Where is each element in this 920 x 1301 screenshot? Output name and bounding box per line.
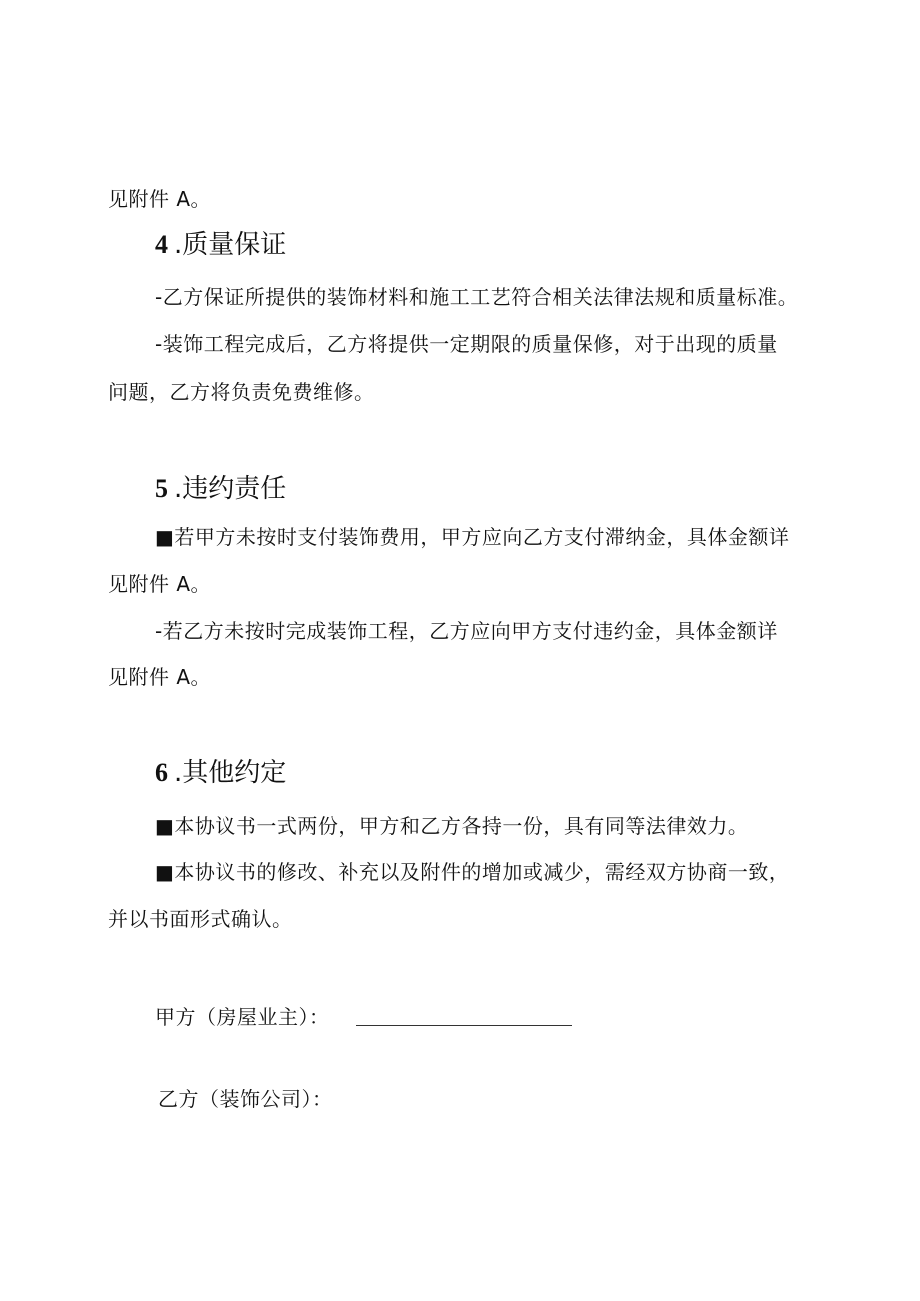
section-6-line-1: ■本协议书一式两份，甲方和乙方各持一份，具有同等法律效力。 bbox=[155, 814, 749, 838]
section-5-line-2: 见附件 A。 bbox=[108, 572, 212, 596]
section-5-line-1: ■若甲方未按时支付装饰费用，甲方应向乙方支付滞纳金，具体金额详 bbox=[155, 525, 790, 549]
section-4-line-1: -乙方保证所提供的装饰材料和施工工艺符合相关法律法规和质量标准。 bbox=[155, 285, 799, 309]
section-number: 4 bbox=[155, 230, 168, 259]
section-number: 6 bbox=[155, 758, 168, 787]
party-a-signature-blank[interactable] bbox=[356, 1025, 572, 1026]
party-b-signature-label: 乙方（装饰公司）： bbox=[158, 1087, 333, 1111]
section-title: .质量保证 bbox=[174, 230, 287, 260]
section-6-line-3: 并以书面形式确认。 bbox=[108, 907, 293, 931]
section-heading-4 bbox=[155, 228, 286, 262]
party-a-signature-label: 甲方（房屋业主）： bbox=[155, 1005, 330, 1029]
section-number: 5 bbox=[155, 474, 168, 503]
intro-tail-text: 见附件 A。 bbox=[108, 187, 212, 211]
section-heading-5 bbox=[155, 472, 286, 506]
section-heading-6 bbox=[155, 756, 286, 790]
section-6-line-2: ■本协议书的修改、补充以及附件的增加或减少，需经双方协商一致， bbox=[155, 860, 790, 884]
section-title: .其他约定 bbox=[174, 758, 287, 788]
section-4-line-3: 问题，乙方将负责免费维修。 bbox=[108, 380, 375, 404]
section-5-line-4: 见附件 A。 bbox=[108, 665, 212, 689]
section-5-line-3: -若乙方未按时完成装饰工程，乙方应向甲方支付违约金，具体金额详 bbox=[155, 619, 778, 643]
section-4-line-2: -装饰工程完成后，乙方将提供一定期限的质量保修，对于出现的质量 bbox=[155, 332, 778, 356]
section-title: .违约责任 bbox=[174, 474, 287, 504]
